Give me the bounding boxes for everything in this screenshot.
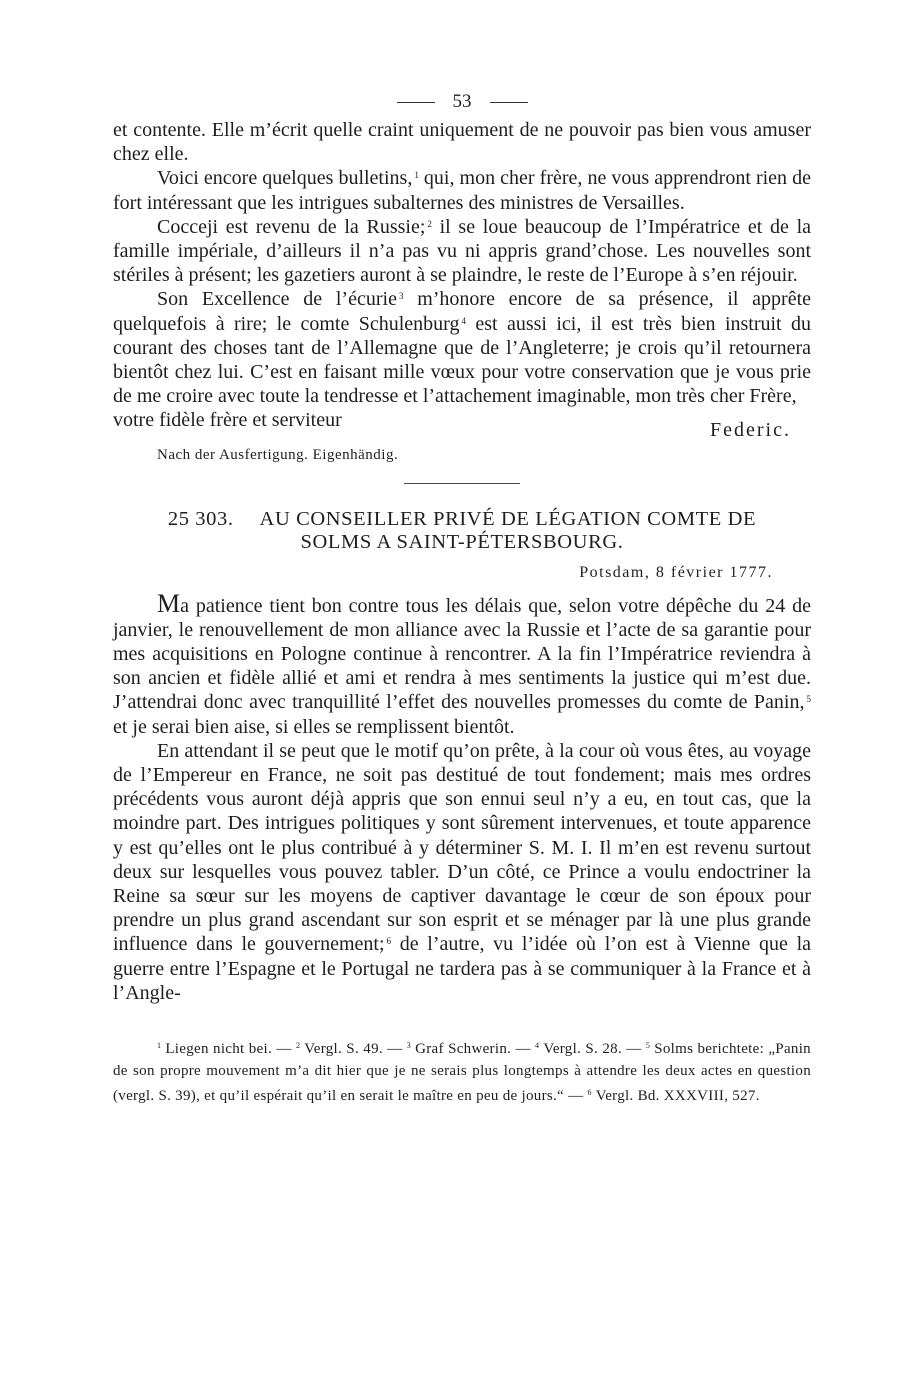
footnote-ref: 5 [806,694,811,705]
header-dash-right [490,102,528,103]
letter-1-body [113,118,812,442]
document-number: 25 303. [167,507,234,530]
paragraph: Ma patience tient bon contre tous les délais que, selon votre dépêche du 24 de janvier, le renouvellement de mon alliance avec la Russie et l’acte de sa garantie pour mes acquisitions en Pologne continue à rencontrer. A la fin l’Impératrice reviendra à son ancien et fidèle allié et ami et rendra à mes sentiments la justice qui m’est due. J’attendrai donc avec tranquillité l’effet des nouvelles promesses du comte de Panin, $^5$ et je serai bien aise, si elles se remplissent bientôt. [113,588,811,738]
initial-letter: M [157,588,181,618]
paragraph: et contente. Elle m’écrit quelle craint uniquement de ne pouvoir pas bien vous amuser chez elle. [113,119,811,166]
footnote-ref: 6 [386,936,392,947]
valediction: votre fidèle frère et serviteur [113,409,342,432]
source-note: Nach der Ausfertigung. Eigenhändig. [157,446,399,463]
running-header [113,86,811,118]
signature: Federic. [710,419,791,442]
document-heading [113,508,811,554]
page [113,86,811,1108]
header-dash-left [397,102,435,103]
heading-line-2: SOLMS A SAINT-PÉTERSBOURG. [300,530,624,553]
footnote-ref: 1 [414,170,419,181]
footnotes [113,1035,811,1108]
letter-2-body [113,588,811,1005]
section-divider [404,483,520,484]
heading-line-1: 25 303. AU CONSEILLER PRIVÉ DE LÉGATION COMTE DE [167,507,757,530]
footnote-ref: 3 [398,291,404,302]
paragraph: En attendant il se peut que le motif qu’on prête, à la cour où vous êtes, au voyage de l’Empereur en France, ne soit pas destitué de tout fondement; mais mes ordres précédents vous auront déjà appris que son ennui seul n’y a eu, en tout cas, que la moindre part. Des intrigues politiques y sont sûrement intervenues, et toute apparence y est qu’elles ont le plus contribué à y déterminer S. M. I. Il m’en est revenu surtout deux sur lesquelles vous pouvez tabler. D’un côté, ce Prince a voulu endoctriner la Reine sa sœur sur les moyens de captiver davantage le cœur de son époux pour prendre un plus grand ascendant sur son esprit et se ménager par là une plus grande influence dans le gouvernement; $^6$ de l’autre, vu l’idée où l’on est à Vienne que la guerre entre l’Espagne et le Portugal ne tardera pas à se communiquer à la France et à l’Angle- [113,739,811,1004]
place: Potsdam, [579,563,651,581]
closing-line [113,408,811,442]
date: 8 février 1777. [655,563,773,581]
page-number: 53 [452,91,472,112]
paragraph: Cocceji est revenu de la Russie; $^2$ il se loue beaucoup de l’Impératrice et de la famille impériale, d’ailleurs il n’a pas vu ni appris grand’chose. Les nouvelles sont stériles à présent; les gazetiers auront à se plaindre, le reste de l’Europe à s’en réjouir. [113,215,812,287]
paragraph: Voici encore quelques bulletins, $^1$ qui, mon cher frère, ne vous apprendront rien de fort intéressant que les intrigues subalternes des ministres de Versailles. [113,167,811,214]
footnote-ref: 4 [461,315,466,326]
footnote-block: $^1$ Liegen nicht bei. — $^2$ Vergl. S. 49. — $^3$ Graf Schwerin. — $^4$ Vergl. S. 28. — $^5$ Solms berichtete: „Panin de son propre mouvement m’a dit hier que je ne serais plus longtemps à attendre les deux actes en question (vergl. S. 39), et qu’il espérait qu’il en serait le maître en peu de jours.“ — $^6$ Vergl. Bd. XXXVIII, 527. [113,1041,811,1105]
paragraph: Son Excellence de l’écurie $^3$ m’honore encore de sa présence, il apprête quelquefois à rire; le comte Schulenburg $^4$ est aussi ici, il est très bien instruit du courant des choses tant de l’Allemagne que de l’Angleterre; je crois qu’il retournera bientôt chez lui. C’est en faisant mille vœux pour votre conservation que je vous prie de me croire avec toute la tendresse et l’attachement imaginable, mon très cher Frère, [113,288,812,408]
place-date [113,564,773,582]
footnote-ref: 2 [427,218,432,229]
